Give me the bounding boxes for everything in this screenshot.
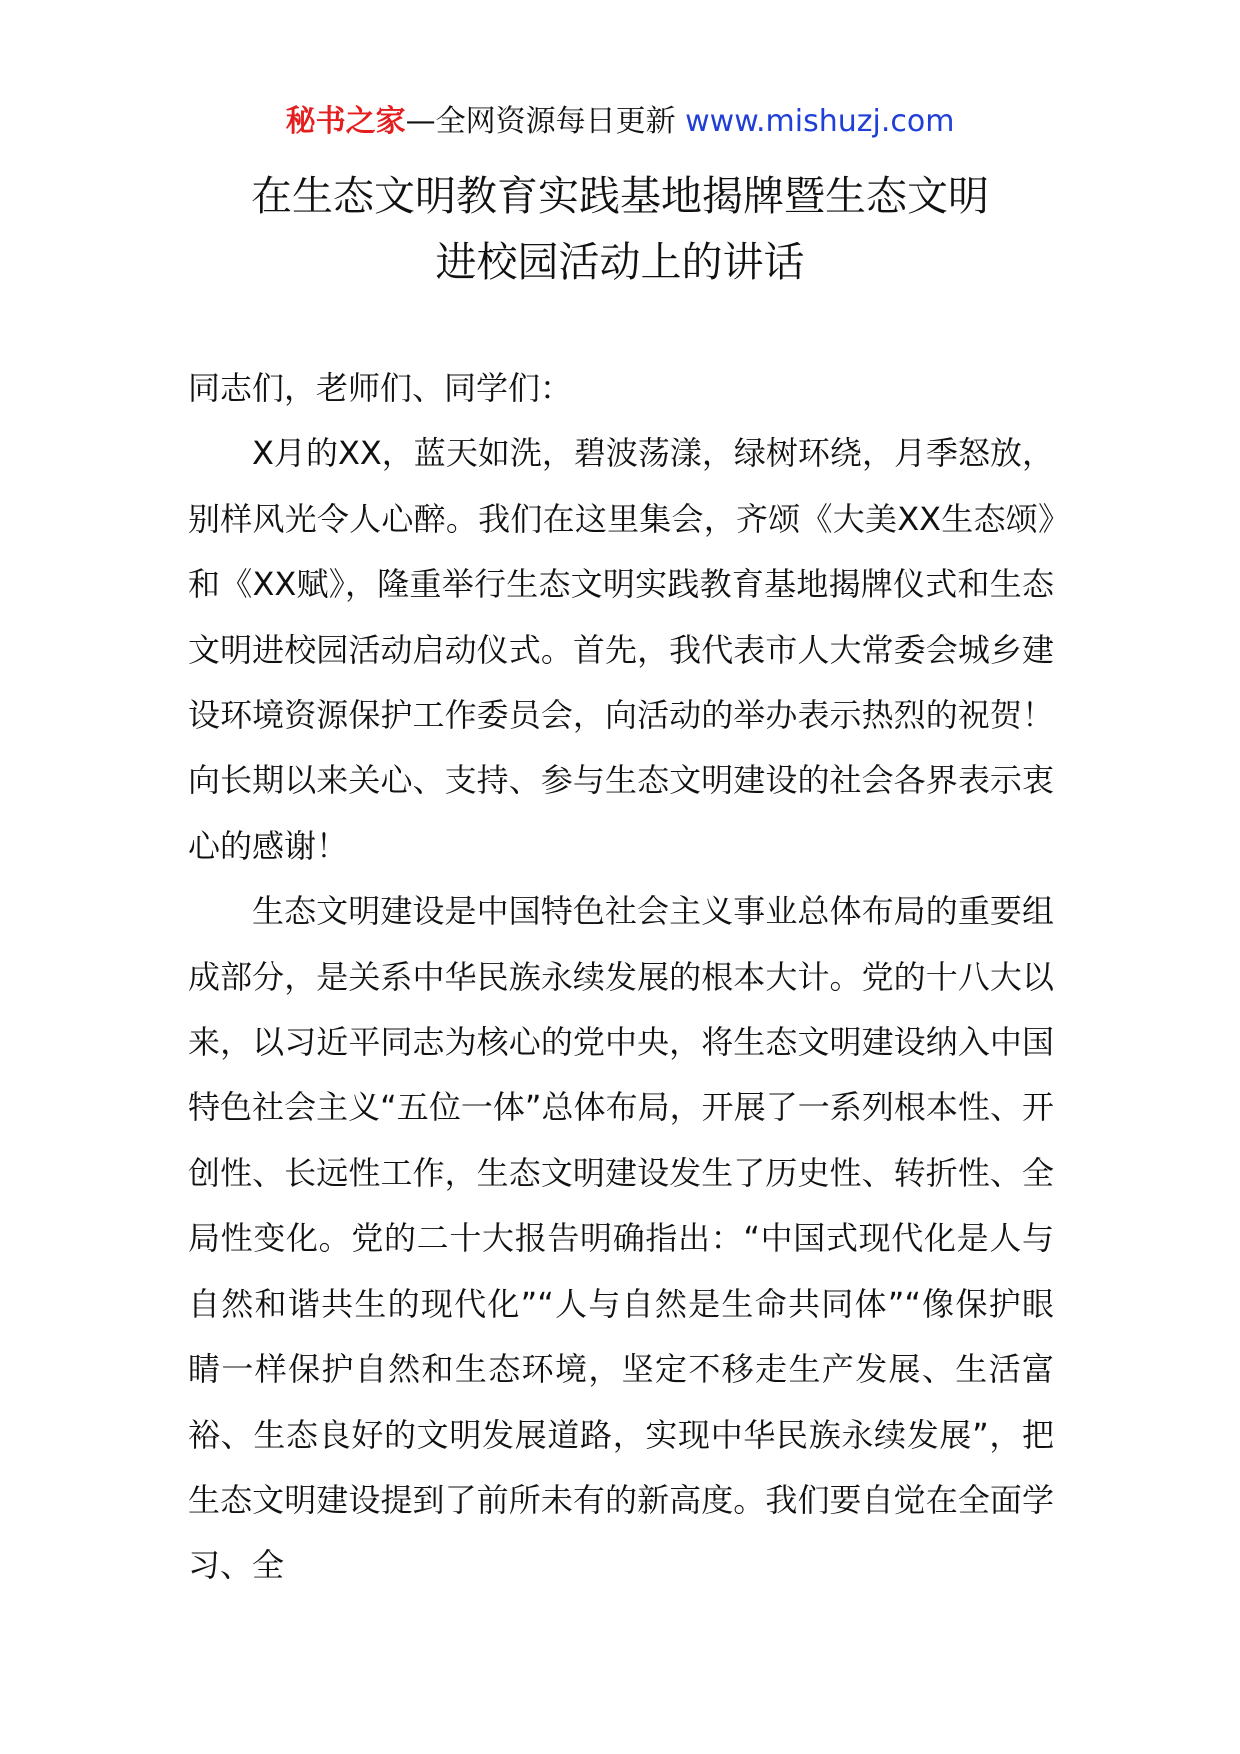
site-slogan: —全网资源每日更新 <box>405 104 676 139</box>
title-line-1: 在生态文明教育实践基地揭牌暨生态文明 <box>251 172 989 220</box>
title-line-2: 进校园活动上的讲话 <box>435 238 805 286</box>
document-body <box>188 356 1054 1599</box>
document-title <box>170 163 1070 295</box>
paragraph-2: 生态文明建设是中国特色社会主义事业总体布局的重要组成部分，是关系中华民族永续发展的根本大计。党的十八大以来，以习近平同志为核心的党中央，将生态文明建设纳入中国特色社会主义“五位一体”总体布局，开展了一系列根本性、开创性、长远性工作，生态文明建设发生了历史性、转折性、全局性变化。党的二十大报告明确指出：“中国式现代化是人与自然和谐共生的现代化”“人与自然是生命共同体”“像保护眼睛一样保护自然和生态环境，坚定不移走生产发展、生活富裕、生态良好的文明发展道路，实现中华民族永续发展”，把生态文明建设提到了前所未有的新高度。我们要自觉在全面学习、全 <box>188 892 1054 1585</box>
site-url-link[interactable]: www.mishuzj.com <box>685 104 955 139</box>
site-header <box>0 100 1240 144</box>
site-brand: 秘书之家 <box>285 104 406 139</box>
salutation: 同志们，老师们、同学们： <box>188 369 573 407</box>
paragraph-1: X月的XX，蓝天如洗，碧波荡漾，绿树环绕，月季怒放，别样风光令人心醉。我们在这里集会，齐颂《大美XX生态颂》和《XX赋》，隆重举行生态文明实践教育基地揭牌仪式和生态文明进校园活动启动仪式。首先，我代表市人大常委会城乡建设环境资源保护工作委员会，向活动的举办表示热烈的祝贺！向长期以来关心、支持、参与生态文明建设的社会各界表示衷心的感谢！ <box>188 434 1054 865</box>
